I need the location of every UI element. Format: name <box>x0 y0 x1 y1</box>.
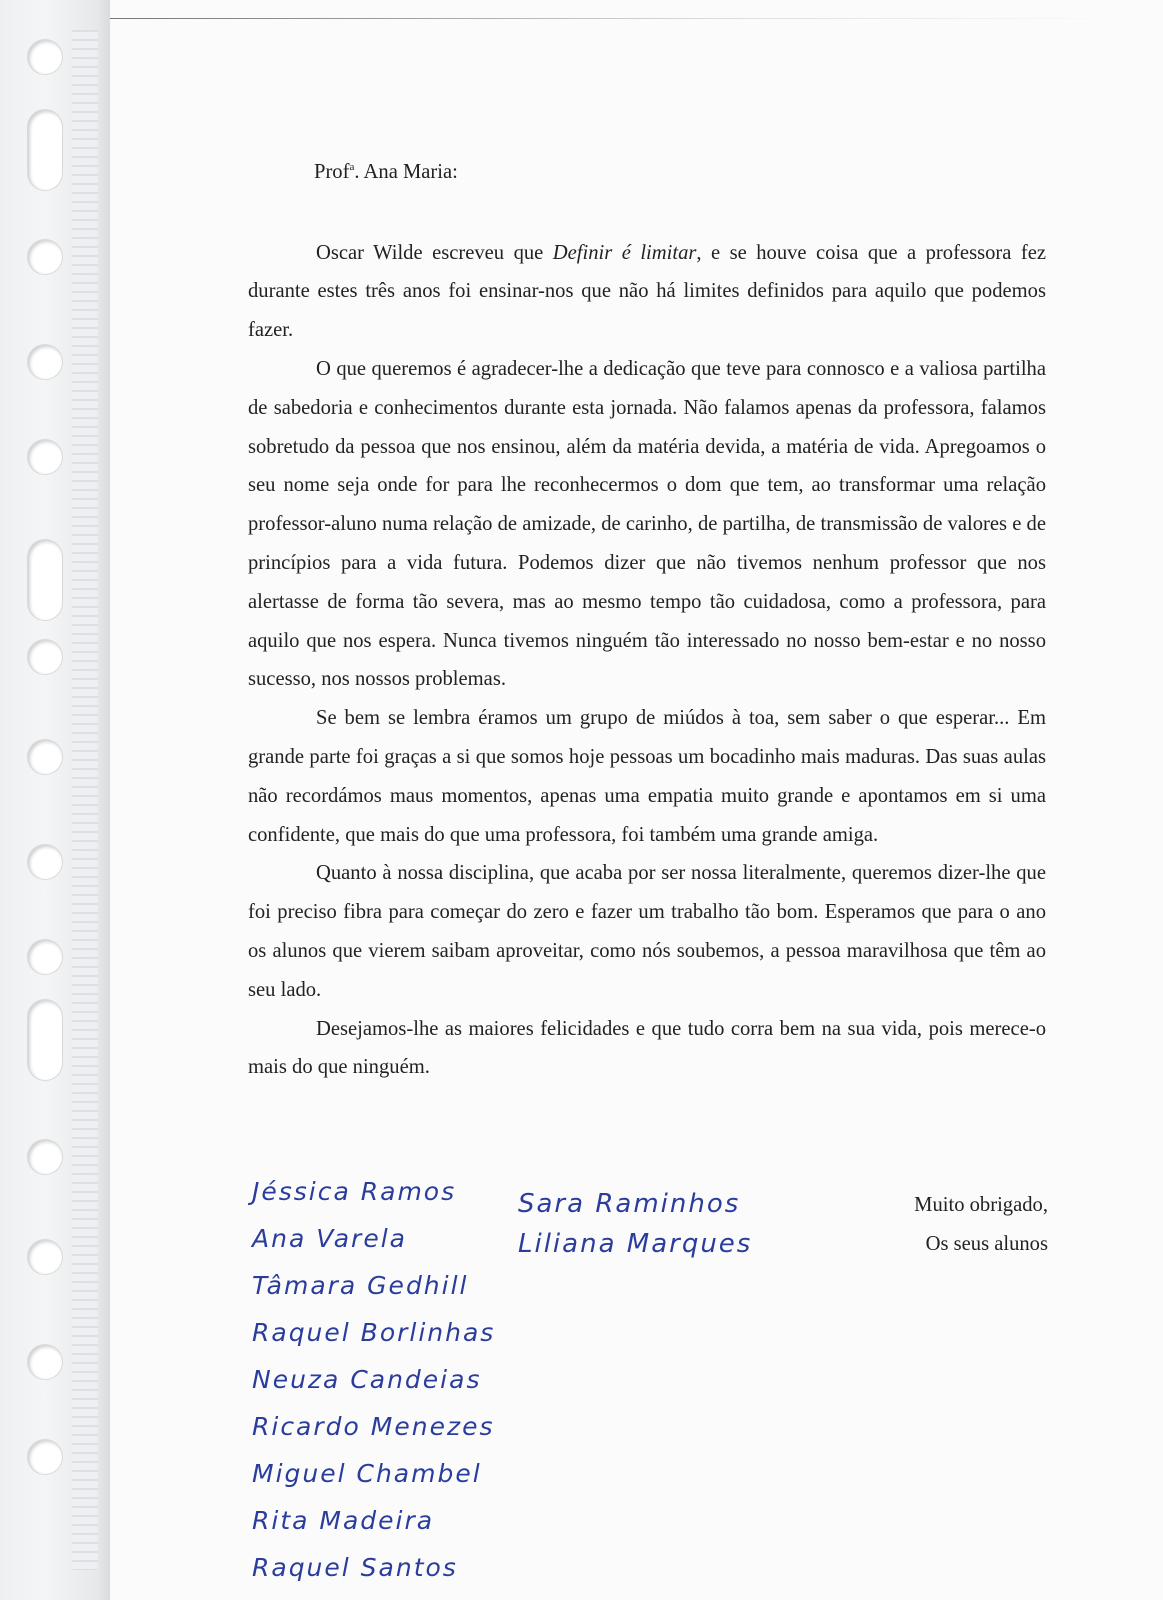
closing <box>846 1186 1048 1264</box>
punch-hole <box>28 110 62 190</box>
punch-hole <box>28 1345 62 1379</box>
punch-hole <box>28 845 62 879</box>
greeting-prefix: Prof <box>314 160 350 183</box>
closing-signoff: Os seus alunos <box>925 1233 1048 1255</box>
signature: Liliana Marques <box>518 1229 753 1259</box>
signature: Jéssica Ramos <box>252 1177 457 1206</box>
punch-hole <box>28 440 62 474</box>
punch-hole <box>28 640 62 674</box>
signature: Neuza Candeias <box>252 1365 482 1394</box>
paragraph-5: Desejamos-lhe as maiores felicidades e que tudo corra bem na sua vida, pois merece-o mais do que ninguém. <box>248 1017 1046 1079</box>
binder-sleeve <box>0 0 110 1600</box>
paragraph-4: Quanto à nossa disciplina, que acaba por ser nossa literalmente, queremos dizer-lhe que foi preciso fibra para começar do zero e fazer um trabalho tão bom. Esperamos que para o ano os alunos que vierem saibam aproveitar, como nós soubemos, a pessoa maravilhosa que têm ao seu lado. <box>248 862 1046 1001</box>
punch-hole <box>28 1240 62 1274</box>
punch-hole <box>28 345 62 379</box>
signature: Sara Raminhos <box>518 1189 741 1219</box>
punch-hole <box>28 40 62 74</box>
punch-hole <box>28 1140 62 1174</box>
page-top-edge <box>110 18 1120 19</box>
signature: Raquel Borlinhas <box>252 1318 496 1347</box>
punch-hole <box>28 940 62 974</box>
signature: Miguel Chambel <box>252 1459 482 1488</box>
closing-thanks: Muito obrigado, <box>914 1194 1048 1216</box>
wilde-quote: Definir é limitar <box>552 241 697 264</box>
greeting-rest: . Ana Maria: <box>354 160 458 183</box>
paragraph-2: O que queremos é agradecer-lhe a dedicação que teve para connosco e a valiosa partilha de sabedoria e conhecimentos durante esta jornada. Não falamos apenas da professora, falamos sobretudo da pessoa que nos ensinou, além da matéria devida, a matéria de vida. Apregoamos o seu nome seja onde for para lhe reconhecermos o dom que tem, ao transformar uma relação professor-aluno numa relação de amizade, de carinho, de partilha, de transmissão de valores e de princípios para a vida futura. Podemos dizer que não tivemos nenhum professor que nos alertasse de forma tão severa, mas ao mesmo tempo tão cuidadosa, como a professora, para aquilo que nos espera. Nunca tivemos ninguém tão interessado no nosso bem-estar e no nosso sucesso, nos nossos problemas. <box>248 358 1046 691</box>
punch-hole <box>28 1000 62 1080</box>
punch-hole <box>28 240 62 274</box>
punch-hole <box>28 740 62 774</box>
signature: Raquel Santos <box>252 1553 458 1582</box>
signatures-right <box>518 1184 752 1264</box>
signature: Ana Varela <box>252 1224 407 1253</box>
signature: Ricardo Menezes <box>252 1412 495 1441</box>
signatures-left <box>252 1168 495 1591</box>
punch-hole <box>28 1440 62 1474</box>
signature: Rita Madeira <box>252 1506 435 1535</box>
paragraph-1 <box>248 234 1046 350</box>
letter-body <box>248 148 1046 1087</box>
sleeve-strip <box>72 30 98 1570</box>
punch-hole <box>28 540 62 620</box>
paragraph-1-after: , e se houve coisa que a professora fez durante estes três anos foi ensinar-nos que não há limites definidos para aquilo que podemos fazer. <box>248 241 1046 342</box>
signature: Tâmara Gedhill <box>252 1271 469 1300</box>
paragraph-3: Se bem se lembra éramos um grupo de miúdos à toa, sem saber o que esperar... Em grande parte foi graças a si que somos hoje pessoas um bocadinho mais maduras. Das suas aulas não recordámos maus momentos, apenas uma empatia muito grande e apontamos em si uma confidente, que mais do que uma professora, foi também uma grande amiga. <box>248 707 1046 846</box>
paragraph-1-before: Oscar Wilde escreveu que <box>316 241 553 264</box>
greeting <box>314 148 1046 192</box>
greeting-superscript: a <box>349 161 355 173</box>
